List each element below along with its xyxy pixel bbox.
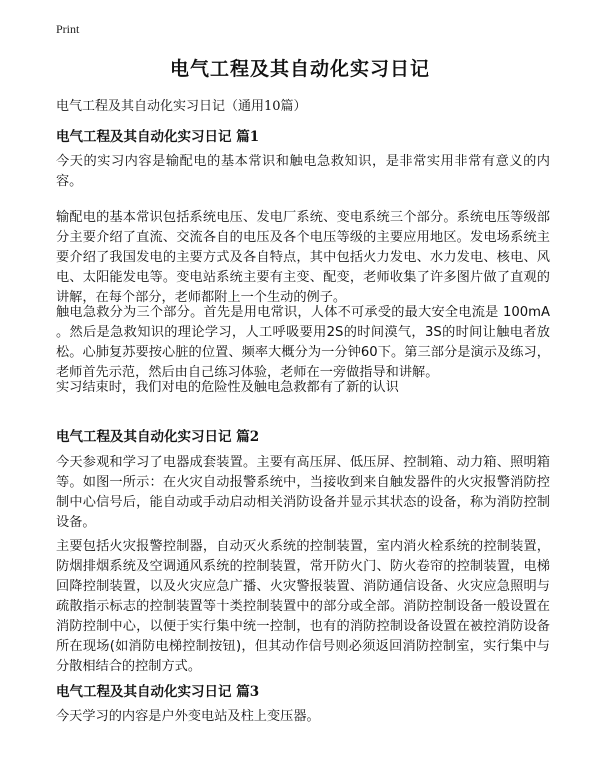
section-heading-2: 电气工程及其自动化实习日记 篇2 <box>56 429 260 445</box>
section-3-paragraph-1: 今天学习的内容是户外变电站及柱上变压器。 <box>56 709 320 724</box>
section-2-paragraph-2: 主要包括火灾报警控制器，自动灭火系统的控制装置，室内消火栓系统的控制装置，防烟排烟系统及空调通风系统的控制装置，常开防火门、防火卷帘的控制装置，电梯回降控制装置，以及火灾应急广播、火灾警报装置、消防通信设备、火灾应急照明与疏散指示标志的控制装置等十类控制装置中的部分或全部。消防控制设备一般设置在消防控制中心，以便于实行集中统一控制，也有的消防控制设备设置在被控消防设备所在现场(如消防电梯控制按钮)，但其动作信号则必须返回消防控制室，实行集中与分散相结合的控制方式。 <box>56 539 550 674</box>
section-2-paragraph-1: 今天参观和学习了电器成套装置。主要有高压屏、低压屏、控制箱、动力箱、照明箱等。如图一所示：在火灾自动报警系统中，当接收到来自触发器件的火灾报警消防控制中心信号后，能自动或手动启动相关消防设备并显示其状态的设备，称为消防控制设备。 <box>56 455 550 530</box>
section-heading-1: 电气工程及其自动化实习日记 篇1 <box>56 129 260 145</box>
section-1-paragraph-3: 触电急救分为三个部分。首先是用电常识，人体不可承受的最大安全电流是 100mA 。然后是急救知识的理论学习，人工呼吸要用2S的时间漠气，3S的时间让触电者放松。心肺复苏要按心脏的位置、频率大概分为一分钟60下。第三部分是演示及练习，老师首先示范，然后由自己练习体验，老师在一旁做指导和讲解。 <box>56 305 550 380</box>
section-1-paragraph-2: 输配电的基本常识包括系统电压、发电厂系统、变电系统三个部分。系统电压等级部分主要介绍了直流、交流各自的电压及各个电压等级的主要应用地区。发电场系统主要介绍了我国发电的主要方式及各自特点，其中包括火力发电、水力发电、核电、风电、太阳能发电等。变电站系统主要有主变、配变，老师收集了许多图片做了直观的讲解，在每个部分，老师都附上一个生动的例子。 <box>56 210 550 305</box>
section-1-paragraph-1: 今天的实习内容是输配电的基本常识和触电急救知识，是非常实用非常有意义的内容。 <box>56 154 550 189</box>
print-link[interactable]: Print <box>56 22 80 36</box>
document-subtitle: 电气工程及其自动化实习日记（通用10篇） <box>56 99 307 114</box>
section-1-paragraph-4: 实习结束时，我们对电的危险性及触电急救都有了新的认识 <box>56 380 399 395</box>
document-title: 电气工程及其自动化实习日记 <box>169 58 430 80</box>
section-heading-3: 电气工程及其自动化实习日记 篇3 <box>56 684 260 700</box>
